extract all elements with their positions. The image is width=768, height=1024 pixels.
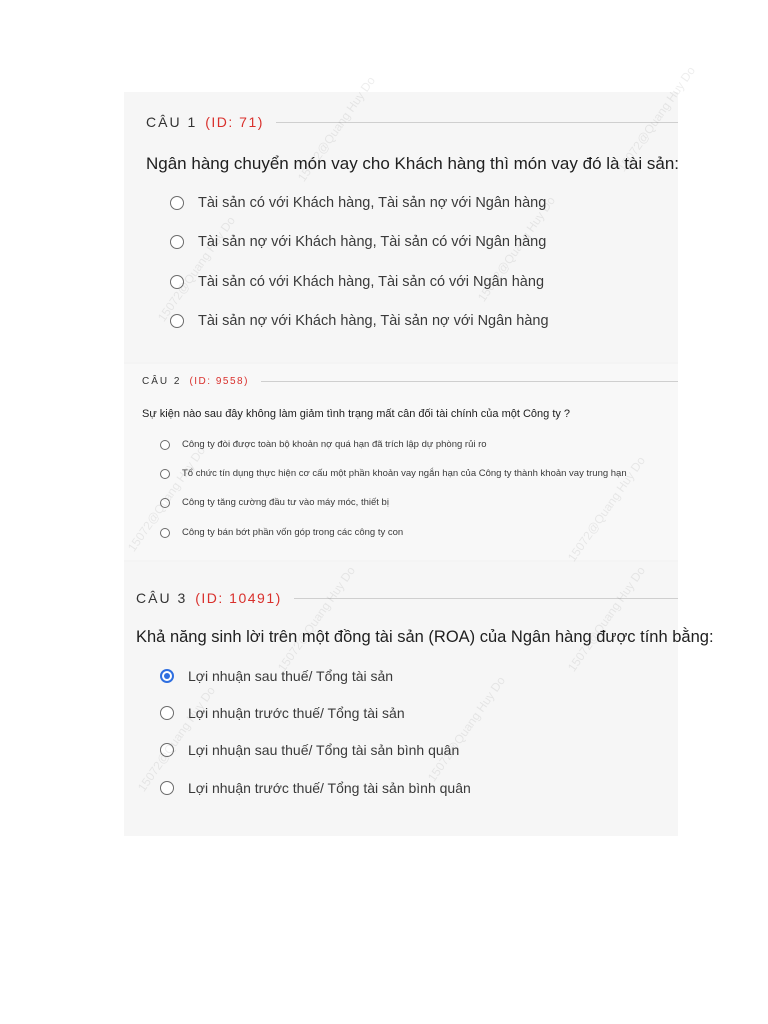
answer-option[interactable]: [170, 313, 549, 329]
answer-option[interactable]: [160, 497, 389, 508]
answer-option[interactable]: [160, 527, 403, 538]
question-id: (ID: 10491): [195, 590, 282, 606]
radio-button[interactable]: [160, 469, 170, 479]
question-id: (ID: 9558): [189, 376, 249, 387]
answer-label: Công ty đòi được toàn bộ khoản nợ quá hạn đã trích lập dự phòng rủi ro: [182, 439, 487, 450]
watermark: Do: [677, 63, 699, 85]
question-text: Khả năng sinh lời trên một đồng tài sản (ROA) của Ngân hàng được tính bằng:: [136, 628, 714, 646]
answer-label: Tài sản có với Khách hàng, Tài sản có với Ngân hàng: [198, 274, 545, 290]
radio-button[interactable]: [170, 314, 184, 328]
answer-option[interactable]: [160, 780, 471, 796]
radio-button[interactable]: [160, 706, 174, 720]
question-header: [146, 114, 678, 130]
radio-button[interactable]: [160, 498, 170, 508]
answer-option[interactable]: [170, 195, 546, 211]
question-number: CÂU 1: [146, 114, 198, 130]
radio-button[interactable]: [170, 235, 184, 249]
header-divider: [276, 122, 678, 123]
answer-label: Lợi nhuận trước thuế/ Tổng tài sản bình quân: [188, 780, 471, 796]
answer-option[interactable]: [160, 439, 487, 450]
answer-option[interactable]: [160, 668, 393, 684]
answer-option[interactable]: [160, 742, 459, 758]
quiz-sheet: [124, 63, 714, 836]
radio-button[interactable]: [160, 440, 170, 450]
answer-label: Tài sản có với Khách hàng, Tài sản nợ với Ngân hàng: [198, 195, 547, 211]
question-number: CÂU 2: [142, 376, 182, 387]
question-id: (ID: 71): [205, 114, 264, 130]
radio-button[interactable]: [160, 743, 174, 757]
question-number: CÂU 3: [136, 590, 188, 606]
radio-button[interactable]: [160, 528, 170, 538]
header-divider: [294, 598, 678, 599]
question-text: Ngân hàng chuyển món vay cho Khách hàng thì món vay đó là tài sản:: [146, 154, 680, 173]
answer-label: Tổ chức tín dụng thực hiện cơ cấu một phần khoản vay ngắn hạn của Công ty thành khoản vay trung hạn: [182, 468, 627, 479]
answer-label: Tài sản nợ với Khách hàng, Tài sản có với Ngân hàng: [198, 234, 547, 250]
question-3: [124, 562, 714, 836]
question-header: [142, 376, 678, 387]
answer-option[interactable]: [170, 274, 544, 290]
answer-label: Lợi nhuận sau thuế/ Tổng tài sản: [188, 668, 394, 684]
radio-button[interactable]: [170, 196, 184, 210]
radio-button[interactable]: [170, 275, 184, 289]
answer-label: Công ty bán bớt phần vốn góp trong các công ty con: [182, 527, 404, 538]
answer-label: Tài sản nợ với Khách hàng, Tài sản nợ với Ngân hàng: [198, 313, 549, 329]
answer-option[interactable]: [170, 234, 546, 250]
question-2: [124, 364, 678, 560]
question-header: [136, 590, 678, 606]
header-divider: [261, 381, 678, 382]
radio-button[interactable]: [160, 669, 174, 683]
answer-option[interactable]: [160, 468, 627, 479]
answer-option[interactable]: [160, 705, 405, 721]
answer-label: Lợi nhuận sau thuế/ Tổng tài sản bình quân: [188, 742, 460, 758]
question-1: [124, 92, 678, 362]
answer-label: Lợi nhuận trước thuế/ Tổng tài sản: [188, 705, 405, 721]
question-text: Sự kiện nào sau đây không làm giảm tình trạng mất cân đối tài chính của một Công ty ?: [142, 408, 571, 420]
answer-label: Công ty tăng cường đầu tư vào máy móc, thiết bị: [182, 497, 389, 508]
radio-button[interactable]: [160, 781, 174, 795]
